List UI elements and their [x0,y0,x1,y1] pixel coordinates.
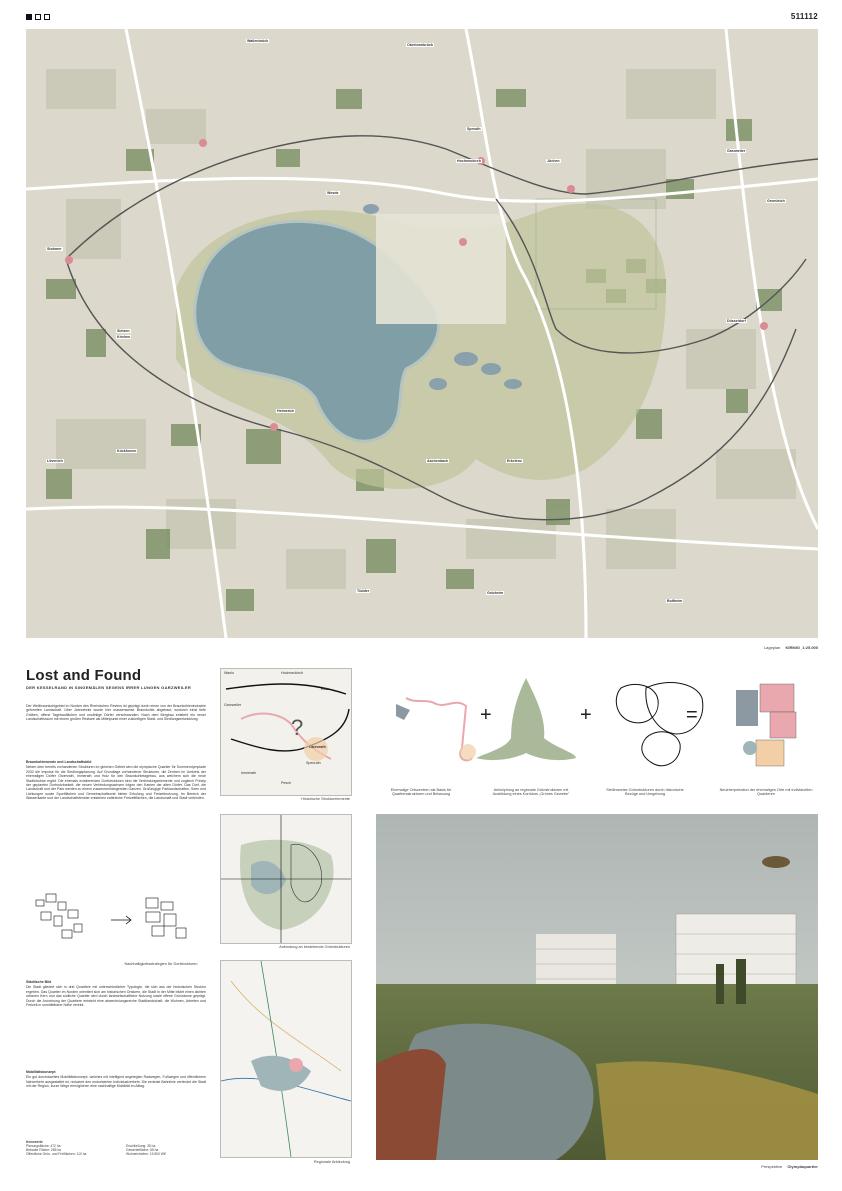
plus-sign: + [480,704,492,726]
stat-item: Erschließung: 35 ha [126,1144,156,1148]
town-area [376,214,506,324]
regional-map-svg [221,961,351,1157]
plan-caption [764,645,818,650]
green-map-svg [221,815,351,943]
concept-caption: Stellenweise Grünstrukturen durch historische Bezüge und Umgebung [606,788,684,796]
concept-caption: Anknüpfung an regionale Grünstrukturen mit Ausbildung eines Korridors „Grünes Gewebe“ [492,788,570,796]
map-place-label: Aachenbach [427,459,449,463]
stats [26,1140,206,1156]
site-plan-map [26,29,818,638]
map-place-label: Jüchen [547,159,560,163]
stat-item: Bebaute Fläche: 285 ha [26,1148,62,1152]
hist-label: Holz [321,687,329,691]
plan-caption-label: Lageplan [763,645,781,650]
regional-map [220,960,352,1158]
stat-item: Gewerbefläche: 55 ha [126,1148,159,1152]
hist-label: Hochneukirch [281,671,303,675]
concept-sequence [376,668,818,768]
hist-label: Immerath [241,771,257,775]
map-place-label: Wesde [327,191,339,195]
dorf-diagram-svg [26,880,206,960]
section-2 [26,980,206,1007]
perspective-caption [761,1164,818,1169]
render-svg [376,814,818,1160]
map-place-label: Düsseldorf [727,319,746,323]
regional-caption: Regionale Anbindung [313,1160,350,1164]
intro-text: Der Weltbraunkohlgebiet im Norden des Rheinischen Reviers ist geprägt durch einen von der Braunkohlenindustrie geformten Landschaft. Über Jahrzehnte wurde hier massenweise Braunkohle abgebaut, wodurch einst tiefe Gräben, offene Tagebauflächen und unzählige Dörfer verschwanden. Nach dem Bergbau entsteht ein neuer Landschaftsraum mit einem großen Restsee als Mittelpunkt einer zukünftigen Stadt- und Siedlungsentwicklung. [26,704,206,722]
equals-sign: = [686,704,698,726]
concept-caption: Ehemalige Ortszentren als Basis für Quartiersstrukturen und Bebauung [390,788,452,796]
map-place-label: Garzweiler [727,149,746,153]
map-place-label: Stohmer [47,247,62,251]
entry-code: 511112 [790,12,818,21]
map-svg [26,29,818,638]
map-place-label: Boltheim [667,599,683,603]
historic-caption: Historische Strukturelemente [301,797,350,801]
historic-map [220,668,352,796]
hist-label: Pesch [281,781,291,785]
project-title: Lost and Found [26,667,142,684]
dorf-diagram [26,880,206,960]
plus-sign: + [580,704,592,726]
section-1-text: Neben dem bereits vorhandenen Strukturen im gleichen Gebiet wird die olympische Quartier für Sommerolympiade 2032 die Impulse für die Siedlungsplanung. Auf Grundlage vorhandener Strukturen, die Zentren im Umkreis der ehemaligen Dörfer Otzenrath, Immerath und Holz für den Braunkohletagebau, aus welchem sich die neue Stadtstruktur ergibt. Die ehemals existierenden Dorfstrukturen sind die Verbindungselemente und zugleich Prinzip der geplanten Dorfnutzbarkeit; die neuen Verbindungsachsen folgen den Kanten der alten Dörfer. Das Dorf, die Landschaft und der Park werden zu einem zusammenhängenden Ganzen. Großzügige Parklandschaften, Seen und Lichtungen sowie Sportflächen und Gemeinschaftsorte bieten Erholung und Freizeitnutzung. Im Bereich der Wasserkante und der Landschaftsfenster entstehen zahlreiche Freizeitflächen, die Landschaft und Stadt verbinden. [26,765,206,801]
hist-label: Spenrath [306,761,321,765]
map-place-label: Kückhoven [117,449,137,453]
stats-title: Kennwerte [26,1140,43,1144]
hist-label: Garzweiler [224,703,242,707]
map-place-label: Tüdder [357,589,370,593]
section-2-title: Städtische Bild [26,980,52,984]
map-place-label: Gromleich [767,199,785,203]
perspective-label: Perspektive [761,1164,783,1169]
stat-item: Wohneinheiten: 19.800 WE [126,1152,167,1156]
map-place-label: Erkelenz [507,459,522,463]
map-place-label: Lövenich [47,459,63,463]
map-place-label: Spreuth [467,127,481,131]
map-place-label: Golzheim [487,591,504,595]
map-place-label: Heimerich [277,409,295,413]
perspective-render [376,814,818,1160]
stat-item: Planungsfläche: 472 ha [26,1144,61,1148]
plan-scale: KIRMIG_1:25.000 [785,645,818,650]
svg-text:?: ? [291,715,304,740]
map-place-label: Hochneukirch [457,159,481,163]
green-structure-map [220,814,352,944]
section-2-text: Die Stadt gliedert sich in drei Quartiere mit unterschiedlicher Typologie, die sich aus der historischen Struktur ergeben. Das Quartier im Norden orientiert sich am historischen Ortskern, die Stadt in der Mitte bildet einen dichten urbanen Kern und das südliche Quartier wird durch landwirtschaftliche Nutzung sowie offene Grünräume geprägt. Durch die Anordnung der Quartiere entsteht eine abwechslungsreiche Stadtlandschaft, die Wohnen, Arbeiten und Freizeit in unmittelbarer Nähe vereint. [26,985,206,1008]
map-place-label: Obertonnbrück [407,43,433,47]
section-1 [26,760,206,801]
section-3 [26,1070,206,1089]
stat-item: Öffentliche Grün- und Freiflächen: 110 ha [26,1152,87,1156]
section-3-title: Mobilitätskonzept [26,1070,56,1074]
hist-label: Otzenrath [309,745,326,749]
section-3-text: Ein gut durchdachtes Mobilitätskonzept, welches mit intelligent angelegten Radwegen, Fußwegen und öffentlichem Nahverkehr ausgestattet ist, reduziert den motorisierten Individualverkehr. Die zentrale Bahnlinie verbindet die Stadt mit der Region, kurze Wege ermöglichen eine nachhaltige Mobilität im Alltag. [26,1075,206,1089]
project-subtitle: DER KESSELRAND IN SINGEMÄLEN SEGENS IRRER LUNGEN GARZWEILER [26,685,192,690]
green-caption: Anbindung an bestehende Grünstrukturen [279,945,350,949]
concept-svg [376,668,818,768]
diagram-caption: Nachhaltigkeitsstrategien für Dorfstrukturen [124,962,198,966]
concept-caption: Neuinterpretation der ehemaligen Orte mit individuellen Quartieren [719,788,813,796]
historic-map-svg [221,669,351,795]
logo [26,14,50,20]
section-1-title: Braunkohlewende und Landschaftsbild [26,760,92,764]
perspective-title: Olympiaquartier [787,1164,818,1169]
hist-label: Wanlo [224,671,235,675]
map-place-label: Kirchen [117,335,131,339]
map-place-label: Wallenbrück [247,39,269,43]
map-place-label: Sietzen [117,329,130,333]
